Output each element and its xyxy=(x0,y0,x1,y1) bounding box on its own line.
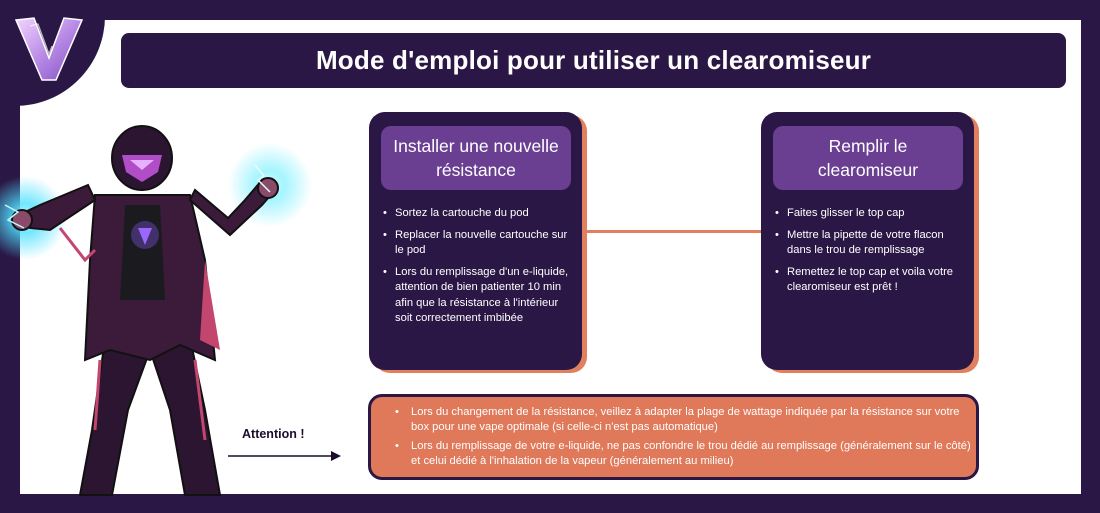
list-item: • Faites glisser le top cap xyxy=(773,206,969,222)
list-item: • Lors du remplissage de votre e-liquide, ne pas confondre le trou dédié au remplissage (généralement sur le côté) et celui dédié à l'inhalation de la vapeur (généralement au milieu) xyxy=(391,439,971,469)
card-heading: Installer une nouvelle résistance xyxy=(381,126,571,190)
title-bar xyxy=(121,33,1066,88)
card-install-resistance xyxy=(369,112,582,370)
list-item: • Remettez le top cap et voila votre clearomiseur est prêt ! xyxy=(773,265,969,296)
list-item: • Replacer la nouvelle cartouche sur le pod xyxy=(381,228,577,259)
list-item: • Lors du remplissage d'un e-liquide, attention de bien patienter 10 min afin que la résistance à l'intérieur soit correctement imbibée xyxy=(381,265,577,327)
attention-box xyxy=(368,394,979,480)
card-steps-list xyxy=(773,206,969,302)
arrow-right-icon xyxy=(228,450,343,462)
card-fill-clearomizer xyxy=(761,112,974,370)
v-logo-icon xyxy=(14,14,84,86)
attention-list xyxy=(391,405,971,473)
list-item: • Mettre la pipette de votre flacon dans le trou de remplissage xyxy=(773,228,969,259)
attention-label: Attention ! xyxy=(242,427,305,441)
connector-line xyxy=(586,230,761,233)
card-steps-list xyxy=(381,206,577,333)
page-title: Mode d'emploi pour utiliser un clearomiseur xyxy=(315,45,872,75)
list-item: • Sortez la cartouche du pod xyxy=(381,206,577,222)
card-heading: Remplir le clearomiseur xyxy=(773,126,963,190)
list-item: • Lors du changement de la résistance, veillez à adapter la plage de wattage indiquée par la résistance sur votre box pour une vape optimale (si celle-ci n'est pas automatique) xyxy=(391,405,971,435)
hooded-superhero-illustration xyxy=(0,110,330,500)
